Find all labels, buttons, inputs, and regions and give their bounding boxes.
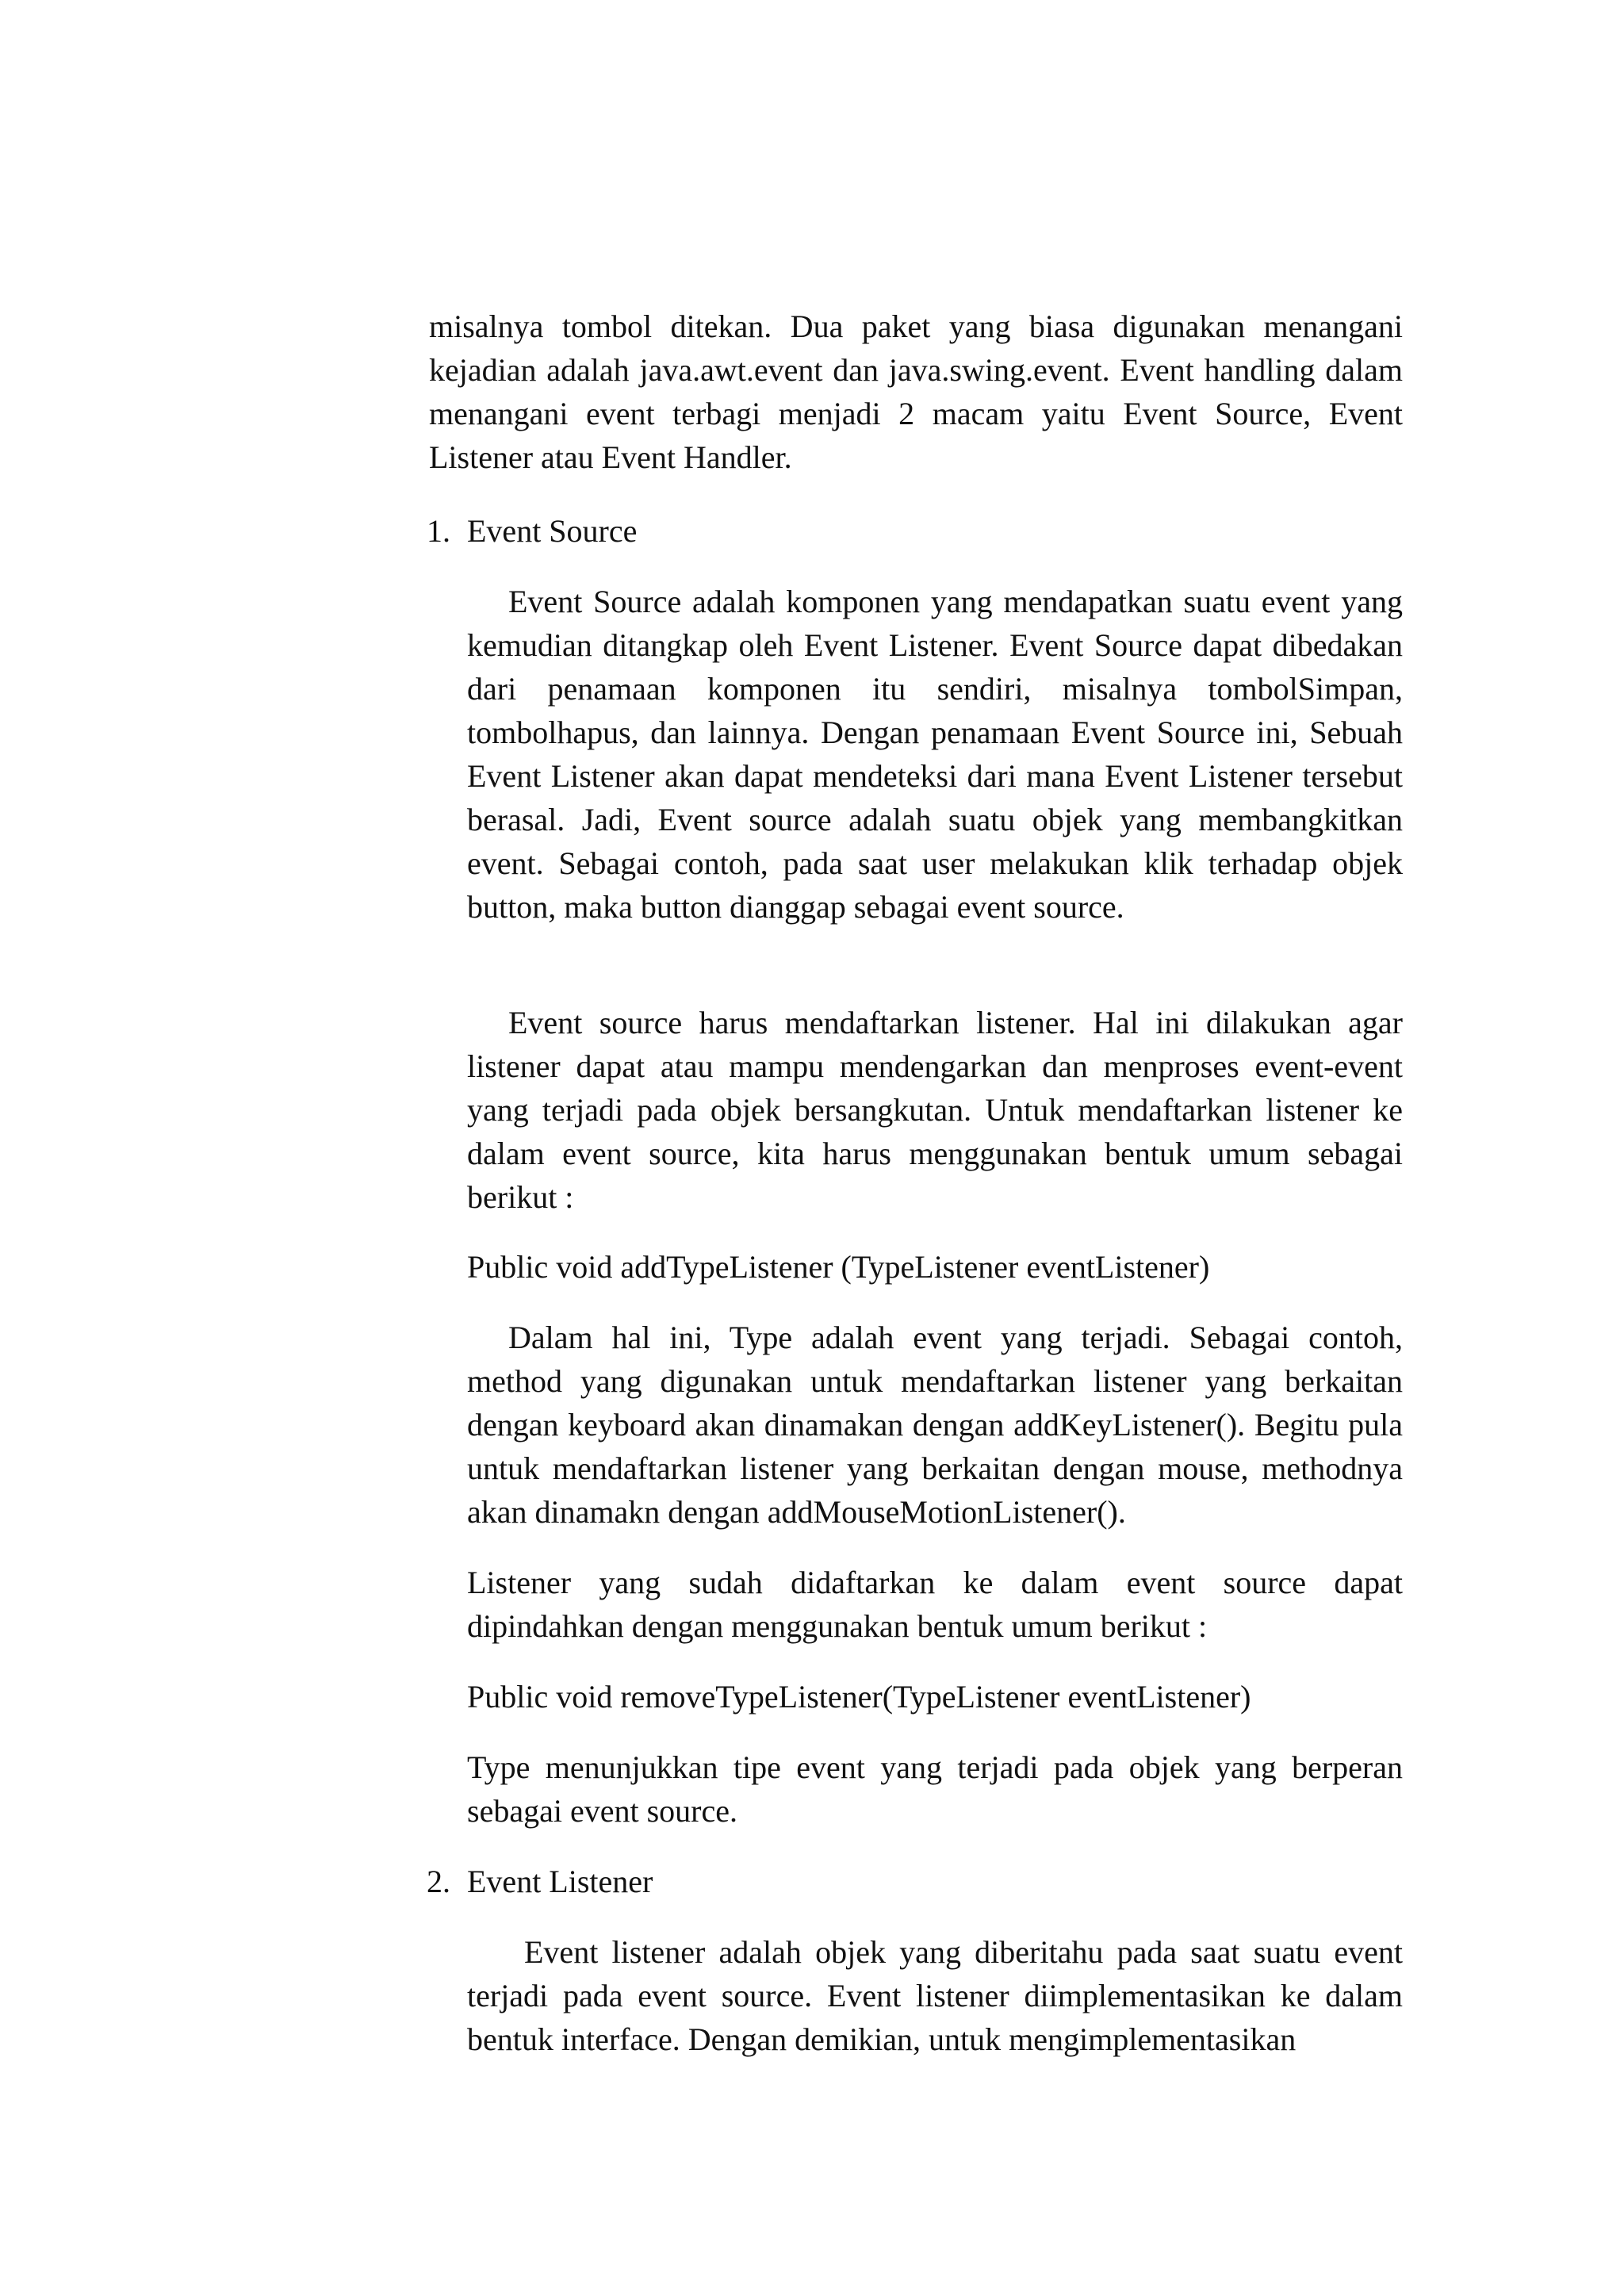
section-1-number: 1. [427,513,450,549]
event-source-paragraph-4: Listener yang sudah didaftarkan ke dalam event source dapat dipindahkan dengan menggunakan bentuk umum berikut : [467,1565,1403,1644]
section-1-title: Event Source [467,513,638,549]
section-2-title: Event Listener [467,1864,653,1899]
remove-listener-signature: Public void removeTypeListener(TypeListener eventListener) [467,1679,1251,1715]
section-2-heading [427,1860,1403,1903]
event-source-paragraph-2: Event source harus mendaftarkan listener. Hal ini dilakukan agar listener dapat atau mampu mendengarkan dan menproses event-event yang terjadi pada objek bersangkutan. Untuk mendaftarkan listener ke dalam event source, kita harus menggunakan bentuk umum sebagai berikut : [467,1005,1403,1215]
event-source-paragraph-1: Event Source adalah komponen yang mendapatkan suatu event yang kemudian ditangkap oleh Event Listener. Event Source dapat dibedakan dari penamaan komponen itu sendiri, misalnya tombolSimpan, tombolhapus, dan lainnya. Dengan penamaan Event Source ini, Sebuah Event Listener akan dapat mendeteksi dari mana Event Listener tersebut berasal. Jadi, Event source adalah suatu objek yang membangkitkan event. Sebagai contoh, pada saat user melakukan klik terhadap objek button, maka button dianggap sebagai event source. [467,584,1403,925]
event-listener-paragraph-1: Event listener adalah objek yang diberitahu pada saat suatu event terjadi pada event source. Event listener diimplementasikan ke dalam bentuk interface. Dengan demikian, untuk mengimplementasikan [467,1934,1403,2057]
add-listener-signature: Public void addTypeListener (TypeListener eventListener) [467,1249,1210,1285]
intro-paragraph: misalnya tombol ditekan. Dua paket yang biasa digunakan menangani kejadian adalah java.awt.event dan java.swing.event. Event handling dalam menangani event terbagi menjadi 2 macam yaitu Event Source, Event Listener atau Event Handler. [429,308,1403,475]
section-1-heading [427,509,1403,553]
section-2-number: 2. [427,1864,450,1899]
event-source-paragraph-5: Type menunjukkan tipe event yang terjadi pada objek yang berperan sebagai event source. [467,1749,1403,1829]
event-source-paragraph-3: Dalam hal ini, Type adalah event yang terjadi. Sebagai contoh, method yang digunakan untuk mendaftarkan listener yang berkaitan dengan keyboard akan dinamakan dengan addKeyListener(). Begitu pula untuk mendaftarkan listener yang berkaitan dengan mouse, methodnya akan dinamakn dengan addMouseMotionListener(). [467,1320,1403,1530]
